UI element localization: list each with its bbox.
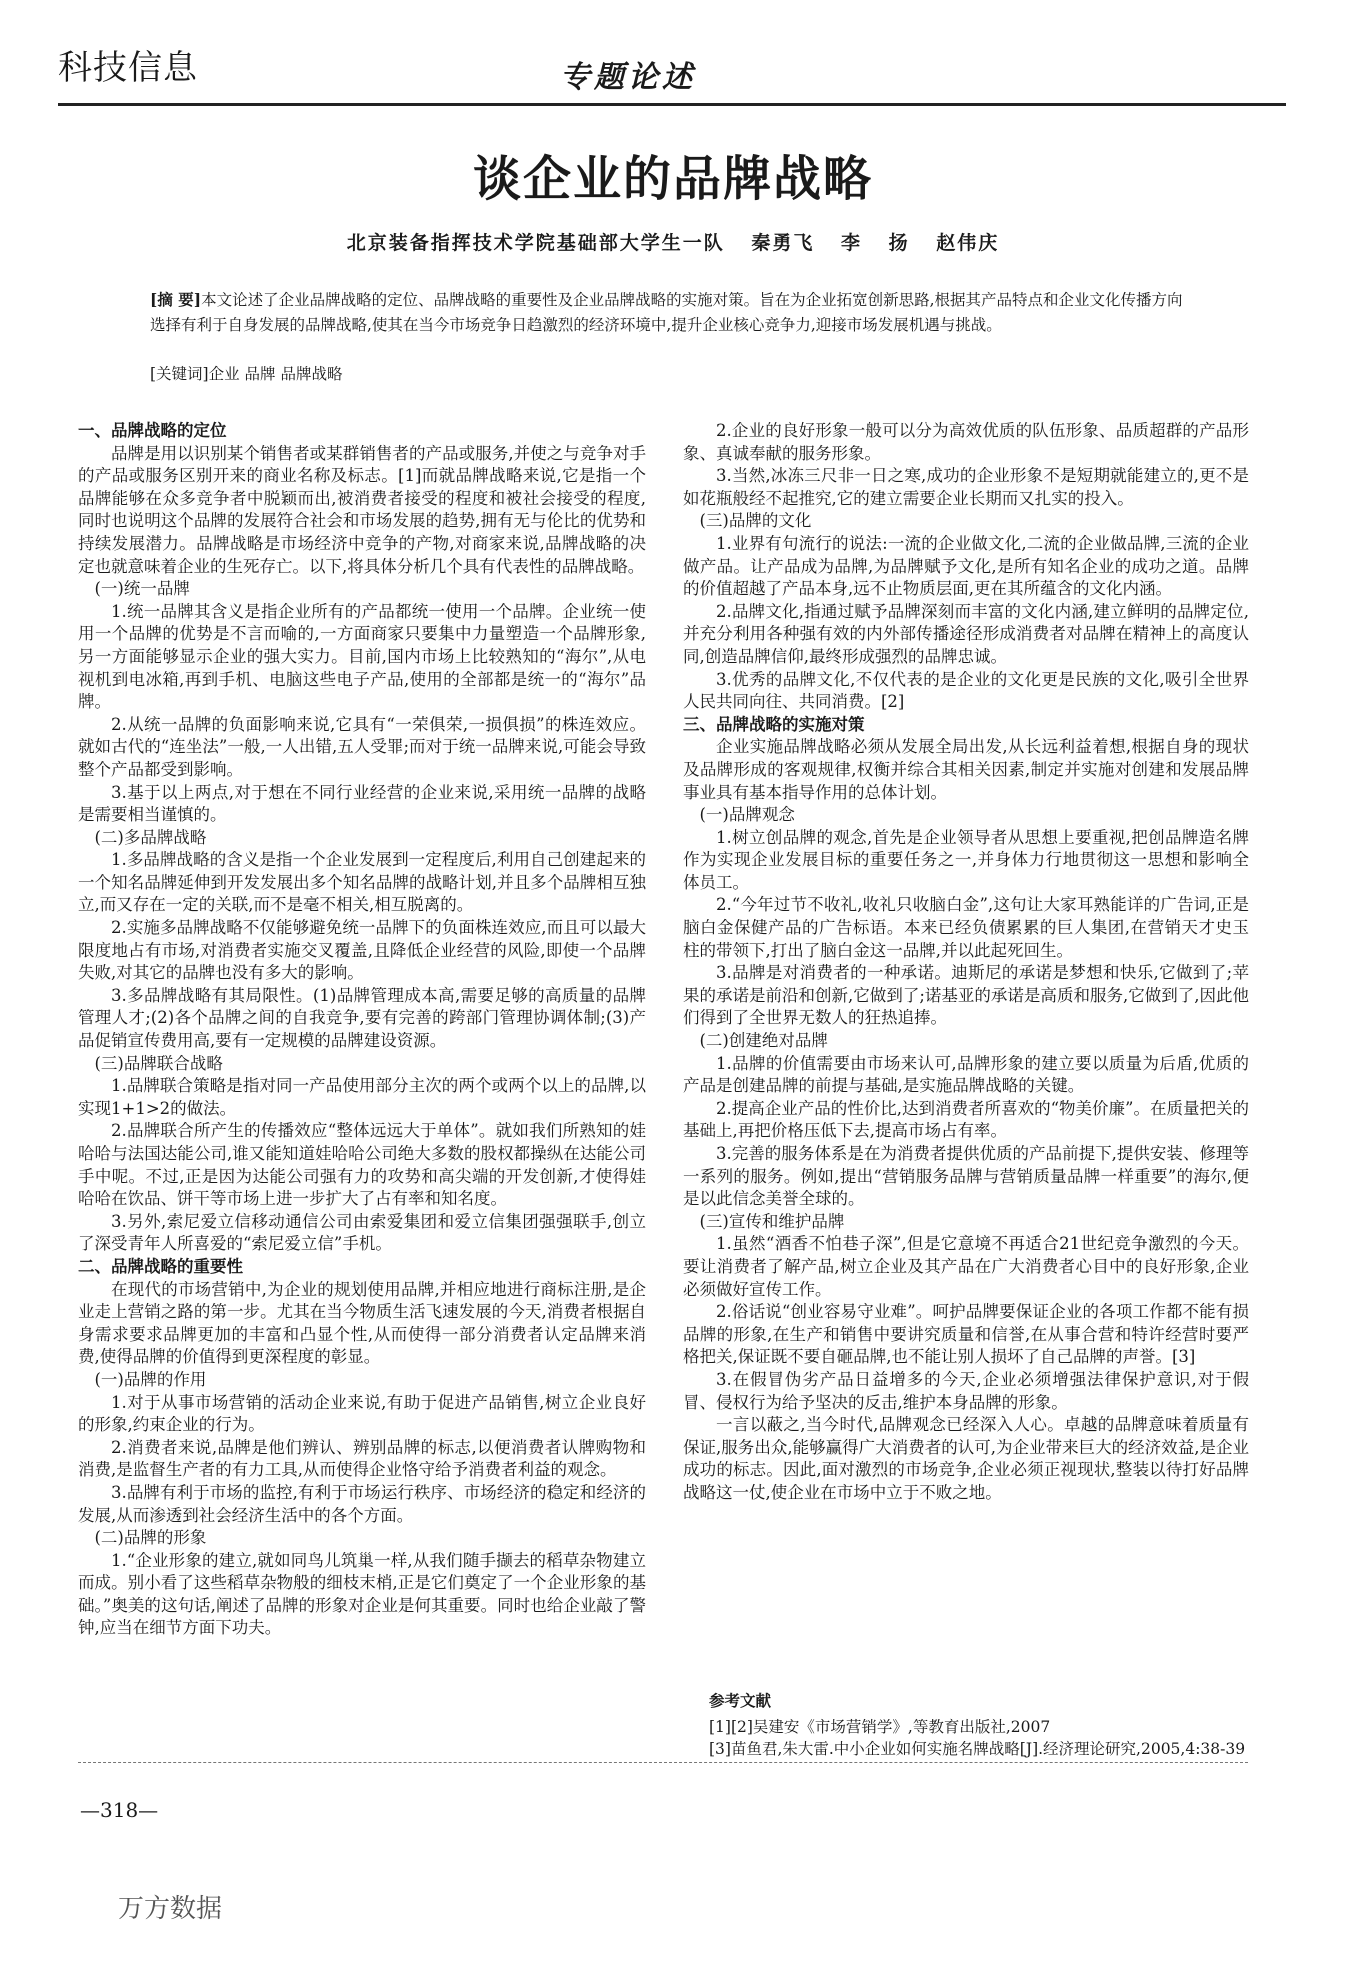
keywords-text: 企业 品牌 品牌战略 [208, 365, 343, 383]
abstract-label: [摘 要] [150, 290, 202, 309]
article-authors: 北京装备指挥技术学院基础部大学生一队 秦勇飞 李 扬 赵伟庆 [346, 232, 1000, 254]
right-paragraph: 1.树立创品牌的观念,首先是企业领导者从思想上要重视,把创品牌造名牌作为实现企业发展目标的重要任务之一,并身体力行地贯彻这一思想和影响全体员工。 [683, 827, 1249, 892]
abstract [150, 287, 1196, 338]
right-paragraph: 1.品牌的价值需要由市场来认可,品牌形象的建立要以质量为后盾,优质的产品是创建品牌的前提与基础,是实施品牌战略的关键。 [683, 1053, 1249, 1096]
right-heading: (二)创建绝对品牌 [699, 1031, 828, 1051]
journal-name: 科技信息 [58, 48, 198, 88]
right-paragraph: 企业实施品牌战略必须从发展全局出发,从长远利益着想,根据自身的现状及品牌形成的客观规律,权衡并综合其相关因素,制定并实施对创建和发展品牌事业具有基本指导作用的总体计划。 [683, 737, 1249, 802]
left-paragraph: 品牌是用以识别某个销售者或某群销售者的产品或服务,并使之与竞争对手的产品或服务区别开来的商业名称及标志。[1]而就品牌战略来说,它是指一个品牌能够在众多竞争者中脱颖而出,被消费者接受的程度和被社会接受的程度,同时也说明这个品牌的发展符合社会和市场发展的趋势,拥有无与伦比的优势和持续发展潜力。品牌战略是市场经济中竞争的产物,对商家来说,品牌战略的决定也就意味着企业的生死存亡。以下,将具体分析几个具有代表性的品牌战略。 [78, 443, 646, 576]
article-title: 谈企业的品牌战略 [472, 151, 873, 207]
left-paragraph: 1.统一品牌其含义是指企业所有的产品都统一使用一个品牌。企业统一使用一个品牌的优势是不言而喻的,一方面商家只要集中力量塑造一个品牌形象,另一方面能够显示企业的强大实力。目前,国内市场上比较熟知的“海尔”,从电视机到电冰箱,再到手机、电脑这些电子产品,使用的全部都是统一的“海尔”品牌。 [78, 601, 646, 712]
left-paragraph: 在现代的市场营销中,为企业的规划使用品牌,并相应地进行商标注册,是企业走上营销之路的第一步。尤其在当今物质生活飞速发展的今天,消费者根据自身需求要求品牌更加的丰富和凸显个性,从而使得一部分消费者认定品牌来消费,使得品牌的价值得到更深程度的彰显。 [78, 1279, 646, 1367]
abstract-text: 本文论述了企业品牌战略的定位、品牌战略的重要性及企业品牌战略的实施对策。旨在为企业拓宽创新思路,根据其产品特点和企业文化传播方向选择有利于自身发展的品牌战略,使其在当今市场竞争日趋激烈的经济环境中,提升企业核心竞争力,迎接市场发展机遇与挑战。 [150, 291, 1183, 334]
left-paragraph: 1.多品牌战略的含义是指一个企业发展到一定程度后,利用自己创建起来的一个知名品牌延伸到开发发展出多个知名品牌的战略计划,并且多个品牌相互独立,而又存在一定的关联,而不是毫不相关,相互脱离的。 [78, 850, 646, 915]
left-heading: (一)品牌的作用 [94, 1369, 207, 1389]
right-heading: (三)品牌的文化 [699, 511, 812, 531]
left-heading: (二)多品牌战略 [94, 827, 207, 847]
left-heading: (二)品牌的形象 [94, 1528, 207, 1548]
right-paragraph: 3.完善的服务体系是在为消费者提供优质的产品前提下,提供安装、修理等一系列的服务。例如,提出“营销服务品牌与营销质量品牌一样重要”的海尔,便是以此信念美誉全球的。 [683, 1144, 1249, 1209]
left-paragraph: 3.另外,索尼爱立信移动通信公司由索爱集团和爱立信集团强强联手,创立了深受青年人所喜爱的“索尼爱立信”手机。 [78, 1211, 646, 1254]
section-label: 专题论述 [560, 60, 696, 95]
left-heading: (一)统一品牌 [94, 579, 190, 599]
left-paragraph: 2.消费者来说,品牌是他们辨认、辨别品牌的标志,以便消费者认牌购物和消费,是监督生产者的有力工具,从而使得企业恪守给予消费者利益的观念。 [78, 1437, 646, 1480]
left-heading: 一、品牌战略的定位 [78, 421, 227, 440]
left-paragraph: 1.“企业形象的建立,就如同鸟儿筑巢一样,从我们随手撷去的稻草杂物建立而成。别小看了这些稻草杂物般的细枝末梢,正是它们奠定了一个企业形象的基础。”奥美的这句话,阐述了品牌的形象对企业是何其重要。同时也给企业敲了警钟,应当在细节方面下功夫。 [78, 1550, 646, 1638]
right-heading: (三)宣传和维护品牌 [699, 1211, 845, 1231]
left-paragraph: 1.品牌联合策略是指对同一产品使用部分主次的两个或两个以上的品牌,以实现1+1>2的做法。 [78, 1076, 646, 1118]
right-paragraph: 1.虽然“酒香不怕巷子深”,但是它意境不再适合21世纪竞争激烈的今天。要让消费者了解产品,树立企业及其产品在广大消费者心目中的良好形象,企业必须做好宣传工作。 [683, 1234, 1249, 1299]
left-column [78, 420, 646, 1640]
reference-item: [3]苗鱼君,朱大雷.中小企业如何实施名牌战略[J].经济理论研究,2005,4:38-39 [709, 1740, 1246, 1758]
right-heading: (一)品牌观念 [699, 805, 795, 825]
left-paragraph: 3.品牌有利于市场的监控,有利于市场运行秩序、市场经济的稳定和经济的发展,从而渗透到社会经济生活中的各个方面。 [78, 1482, 646, 1525]
page-number: —318— [80, 1798, 159, 1822]
page-rule [78, 1762, 1248, 1763]
right-paragraph: 一言以蔽之,当今时代,品牌观念已经深入人心。卓越的品牌意味着质量有保证,服务出众,能够赢得广大消费者的认可,为企业带来巨大的经济效益,是企业成功的标志。因此,面对激烈的市场竞争,企业必须正视现状,整装以待打好品牌战略这一仗,使企业在市场中立于不败之地。 [683, 1415, 1249, 1502]
keywords [150, 362, 1196, 384]
right-paragraph: 2.俗话说“创业容易守业难”。呵护品牌要保证企业的各项工作都不能有损品牌的形象,在生产和销售中要讲究质量和信誉,在从事合营和特许经营时要严格把关,保证既不要自砸品牌,也不能让别人损坏了自己品牌的声誉。[3] [683, 1302, 1249, 1367]
right-column [683, 420, 1249, 1505]
keywords-label: [关键词] [150, 365, 209, 383]
left-paragraph: 2.从统一品牌的负面影响来说,它具有“一荣俱荣,一损俱损”的株连效应。就如古代的“连坐法”一般,一人出错,五人受罪;而对于统一品牌来说,可能会导致整个产品都受到影响。 [78, 714, 646, 779]
right-paragraph: 2.企业的良好形象一般可以分为高效优质的队伍形象、品质超群的产品形象、真诚奉献的服务形象。 [683, 421, 1249, 463]
left-paragraph: 2.实施多品牌战略不仅能够避免统一品牌下的负面株连效应,而且可以最大限度地占有市场,对消费者实施交叉覆盖,且降低企业经营的风险,即使一个品牌失败,对其它的品牌也没有多大的影响。 [78, 918, 646, 983]
reference-item: [1][2]吴建安《市场营销学》,等教育出版社,2007 [709, 1718, 1051, 1736]
right-paragraph: 3.品牌是对消费者的一种承诺。迪斯尼的承诺是梦想和快乐,它做到了;苹果的承诺是前沿和创新,它做到了;诺基亚的承诺是高质和服务,它做到了,因此他们得到了全世界无数人的狂热追捧。 [683, 963, 1249, 1028]
left-heading: 二、品牌战略的重要性 [78, 1256, 243, 1276]
right-paragraph: 2.“今年过节不收礼,收礼只收脑白金”,这句让大家耳熟能详的广告词,正是脑白金保健产品的广告标语。本来已经负债累累的巨人集团,在营销天才史玉柱的带领下,打出了脑白金这一品牌,并以此起死回生。 [683, 895, 1249, 960]
left-paragraph: 3.多品牌战略有其局限性。(1)品牌管理成本高,需要足够的高质量的品牌管理人才;(2)各个品牌之间的自我竞争,要有完善的跨部门管理协调体制;(3)产品促销宣传费用高,要有一定规模的品牌建设资源。 [78, 985, 646, 1051]
references [683, 1690, 1249, 1760]
right-paragraph: 2.提高企业产品的性价比,达到消费者所喜欢的“物美价廉”。在质量把关的基础上,再把价格压低下去,提高市场占有率。 [683, 1098, 1249, 1141]
right-paragraph: 3.在假冒伪劣产品日益增多的今天,企业必须增强法律保护意识,对于假冒、侵权行为给予坚决的反击,维护本身品牌的形象。 [683, 1369, 1249, 1412]
right-paragraph: 2.品牌文化,指通过赋予品牌深刻而丰富的文化内涵,建立鲜明的品牌定位,并充分利用各种强有效的内外部传播途径形成消费者对品牌在精神上的高度认同,创造品牌信仰,最终形成强烈的品牌忠诚。 [683, 601, 1249, 666]
watermark: 万方数据 [118, 1894, 223, 1924]
left-paragraph: 2.品牌联合所产生的传播效应“整体远远大于单体”。就如我们所熟知的娃哈哈与法国达能公司,谁又能知道娃哈哈公司绝大多数的股权都操纵在达能公司手中呢。不过,正是因为达能公司强有力的攻势和高尖端的开发创新,才使得娃哈哈在饮品、饼干等市场上进一步扩大了占有率和知名度。 [78, 1121, 646, 1209]
left-heading: (三)品牌联合战略 [94, 1053, 223, 1073]
header-rule [58, 103, 1286, 106]
right-paragraph: 3.当然,冰冻三尺非一日之寒,成功的企业形象不是短期就能建立的,更不是如花瓶般经不起推究,它的建立需要企业长期而又扎实的投入。 [683, 466, 1249, 508]
right-heading: 三、品牌战略的实施对策 [683, 714, 865, 734]
references-heading: 参考文献 [709, 1691, 772, 1710]
right-paragraph: 1.业界有句流行的说法:一流的企业做文化,二流的企业做品牌,三流的企业做产品。让产品成为品牌,为品牌赋予文化,是所有知名企业的成功之道。品牌的价值超越了产品本身,远不止物质层面,更在其所蕴含的文化内涵。 [683, 533, 1249, 599]
left-paragraph: 3.基于以上两点,对于想在不同行业经营的企业来说,采用统一品牌的战略是需要相当谨慎的。 [78, 782, 646, 825]
right-paragraph: 3.优秀的品牌文化,不仅代表的是企业的文化更是民族的文化,吸引全世界人民共同向往、共同消费。[2] [683, 669, 1249, 712]
left-paragraph: 1.对于从事市场营销的活动企业来说,有助于促进产品销售,树立企业良好的形象,约束企业的行为。 [78, 1392, 646, 1435]
